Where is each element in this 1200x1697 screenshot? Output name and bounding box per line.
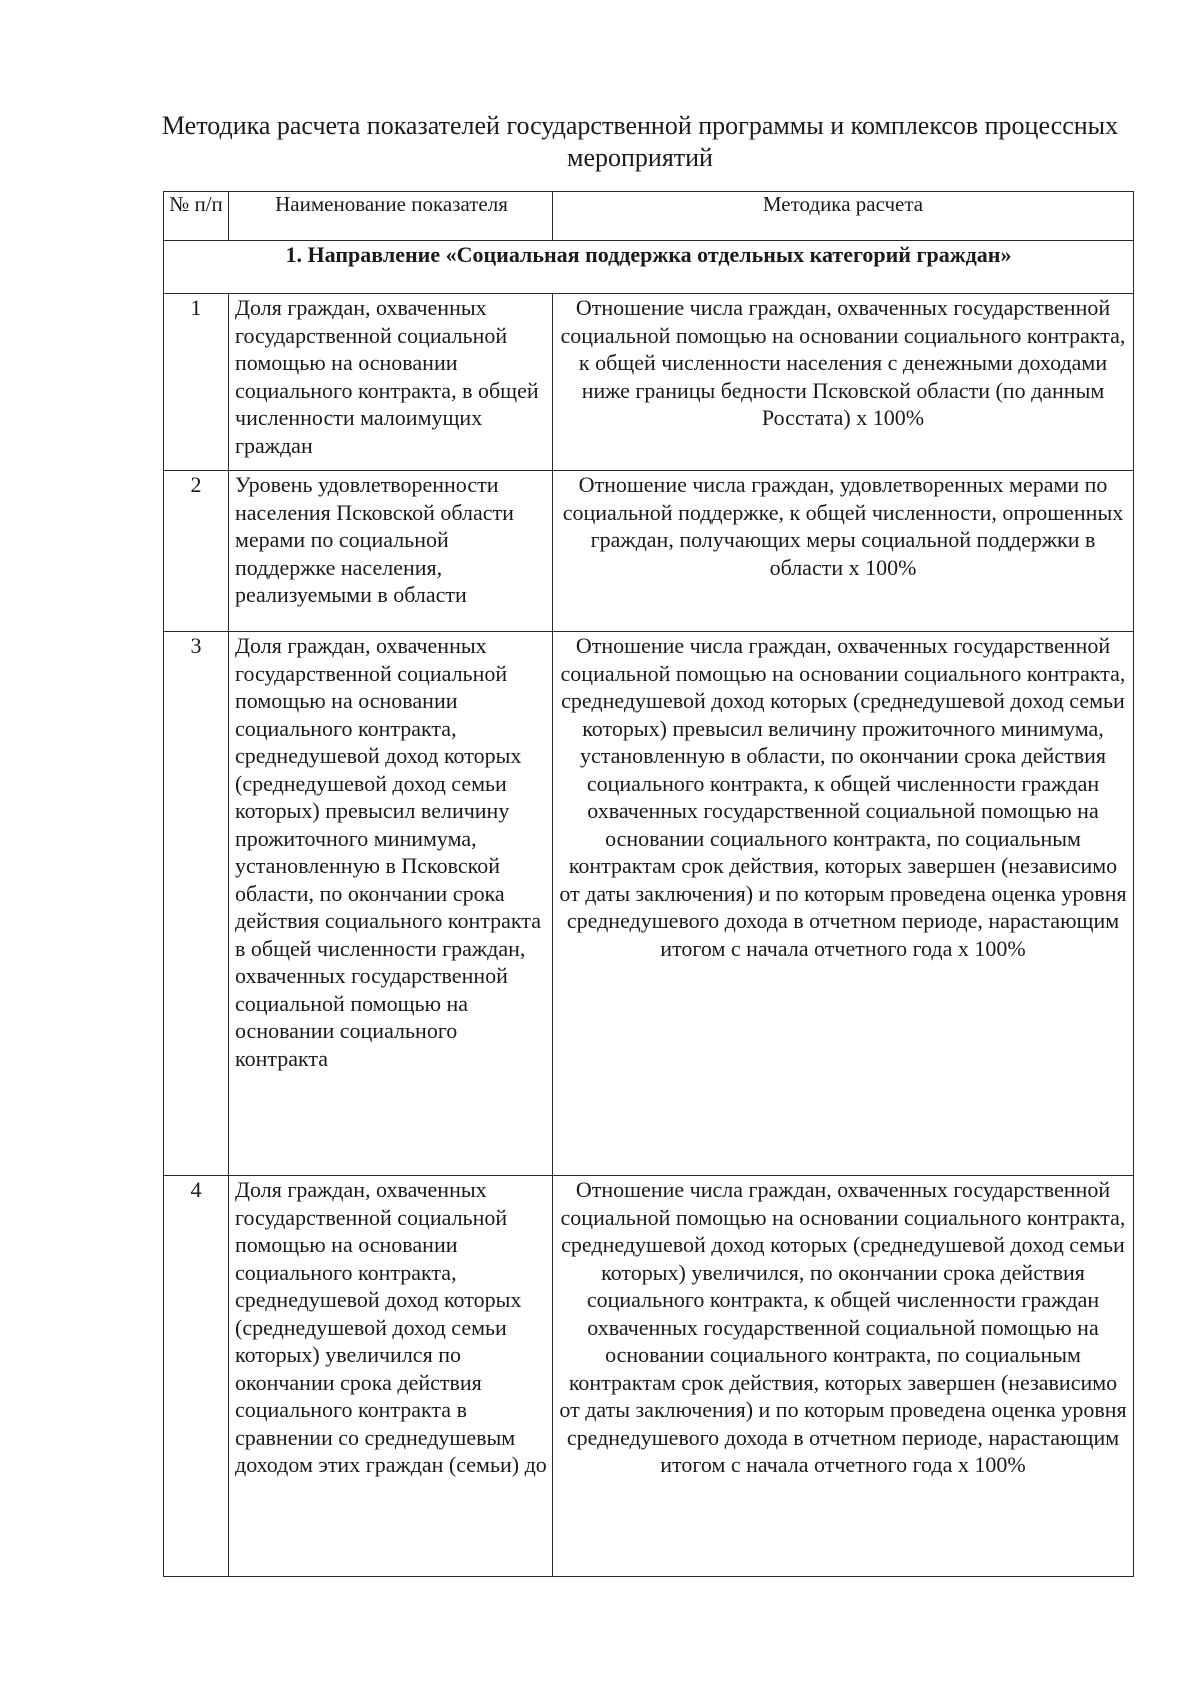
header-indicator: Наименование показателя [229, 192, 553, 241]
row-indicator: Доля граждан, охваченных государственной социальной помощью на основании социального контракта, в общей численности малоимущих граждан [229, 294, 553, 471]
row-indicator: Доля граждан, охваченных государственной социальной помощью на основании социального контракта, среднедушевой доход которых (среднедушевой доход семьи которых) увеличился по окончании срока действия социального контракта в сравнении со среднедушевым доходом этих граждан (семьи) до [229, 1176, 553, 1577]
row-method: Отношение числа граждан, удовлетворенных мерами по социальной поддержке, к общей численности, опрошенных граждан, получающих меры социальной поддержки в области х 100% [553, 471, 1134, 632]
page-title: Методика расчета показателей государственной программы и комплексов процессных мероприятий [161, 111, 1119, 172]
row-number: 4 [164, 1176, 229, 1577]
row-method: Отношение числа граждан, охваченных государственной социальной помощью на основании социального контракта, среднедушевой доход которых (среднедушевой доход семьи которых) превысил величину прожиточного минимума, установленную в области, по окончании срока действия социального контракта, к общей численности граждан охваченных государственной социальной помощью на основании социального контракта, по социальным контрактам срок действия, которых завершен (независимо от даты заключения) и по которым проведена оценка уровня среднедушевого дохода в отчетном периоде, нарастающим итогом с начала отчетного года х 100% [553, 632, 1134, 1176]
header-number: № п/п [164, 192, 229, 241]
row-method: Отношение числа граждан, охваченных государственной социальной помощью на основании социального контракта, к общей численности населения с денежными доходами ниже границы бедности Псковской области (по данным Росстата) х 100% [553, 294, 1134, 471]
row-number: 3 [164, 632, 229, 1176]
row-indicator: Уровень удовлетворенности населения Псковской области мерами по социальной поддержке населения, реализуемыми в области [229, 471, 553, 632]
methodology-table [163, 191, 1134, 1577]
table-header-row [164, 192, 1134, 241]
table-row [164, 1176, 1134, 1577]
row-number: 2 [164, 471, 229, 632]
row-indicator: Доля граждан, охваченных государственной социальной помощью на основании социального контракта, среднедушевой доход которых (среднедушевой доход семьи которых) превысил величину прожиточного минимума, установленную в Псковской области, по окончании срока действия социального контракта в общей численности граждан, охваченных государственной социальной помощью на основании социального контракта [229, 632, 553, 1176]
row-method: Отношение числа граждан, охваченных государственной социальной помощью на основании социального контракта, среднедушевой доход которых (среднедушевой доход семьи которых) увеличился, по окончании срока действия социального контракта, к общей численности граждан охваченных государственной социальной помощью на основании социального контракта, по социальным контрактам срок действия, которых завершен (независимо от даты заключения) и по которым проведена оценка уровня среднедушевого дохода в отчетном периоде, нарастающим итогом с начала отчетного года х 100% [553, 1176, 1134, 1577]
table-row [164, 294, 1134, 471]
section-title: 1. Направление «Социальная поддержка отдельных категорий граждан» [164, 241, 1134, 294]
table-row [164, 471, 1134, 632]
header-method: Методика расчета [553, 192, 1134, 241]
table-row [164, 632, 1134, 1176]
section-row [164, 241, 1134, 294]
row-number: 1 [164, 294, 229, 471]
